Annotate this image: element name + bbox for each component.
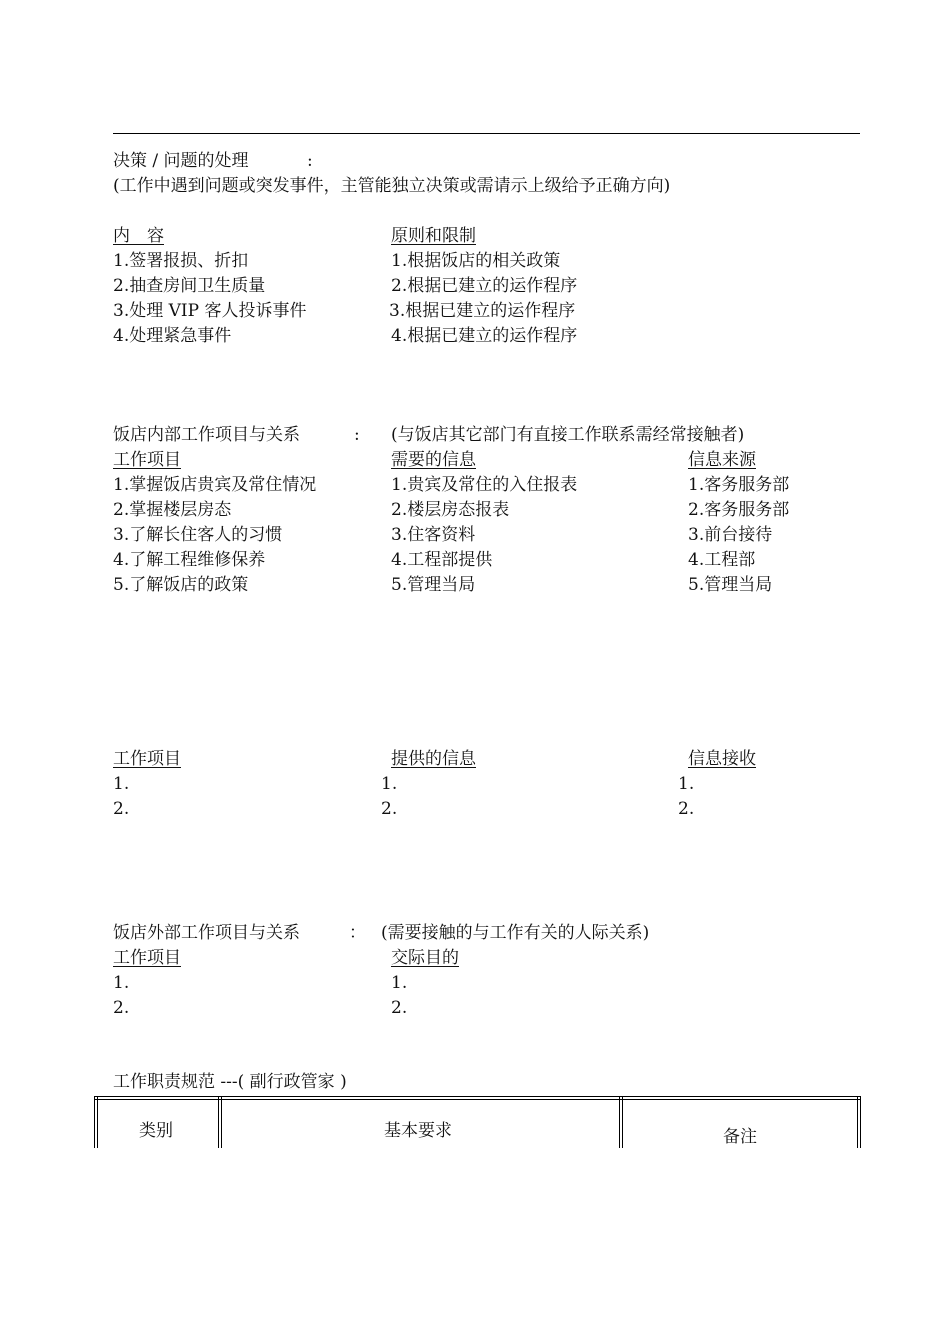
table-left-border-inner xyxy=(97,1096,98,1148)
internal-row-source: 2.客务服务部 xyxy=(688,500,790,520)
external-note: (需要接触的与工作有关的人际关系) xyxy=(381,923,650,943)
provide-row-item: 1. xyxy=(113,774,130,794)
external-row-item: 1. xyxy=(113,973,130,993)
spec-col-requirement: 基本要求 xyxy=(384,1121,452,1141)
internal-row-source: 3.前台接待 xyxy=(688,525,773,545)
provide-row-info: 2. xyxy=(381,799,398,819)
spec-col-remark: 备注 xyxy=(723,1127,757,1147)
decision-row-principle: 2.根据已建立的运作程序 xyxy=(391,276,578,296)
internal-colon: : xyxy=(354,425,360,445)
external-header-purpose: 交际目的 xyxy=(391,948,459,968)
external-colon: ： xyxy=(349,923,366,943)
provide-row-receiver: 2. xyxy=(678,799,695,819)
table-right-border-inner xyxy=(860,1096,861,1148)
table-top-border-inner xyxy=(94,1099,861,1100)
internal-row-info: 5.管理当局 xyxy=(391,575,476,595)
internal-row-item: 3.了解长住客人的习惯 xyxy=(113,525,283,545)
decision-row-content: 2.抽查房间卫生质量 xyxy=(113,276,266,296)
decision-header-content: 内 容 xyxy=(113,226,164,246)
internal-header-item: 工作项目 xyxy=(113,450,181,470)
internal-title: 饭店内部工作项目与关系 xyxy=(113,425,300,445)
decision-row-content: 3.处理 VIP 客人投诉事件 xyxy=(113,301,307,321)
table-divider-inner xyxy=(622,1096,623,1148)
internal-row-item: 1.掌握饭店贵宾及常住情况 xyxy=(113,475,317,495)
provide-row-info: 1. xyxy=(381,774,398,794)
internal-header-info: 需要的信息 xyxy=(391,450,476,470)
decision-subtitle: (工作中遇到问题或突发事件，主管能独立决策或需请示上级给予正确方向) xyxy=(113,176,671,196)
provide-header-info: 提供的信息 xyxy=(391,749,476,769)
internal-row-item: 2.掌握楼层房态 xyxy=(113,500,232,520)
provide-header-item: 工作项目 xyxy=(113,749,181,769)
external-row-purpose: 2. xyxy=(391,998,408,1018)
table-left-border xyxy=(94,1096,95,1148)
internal-row-info: 4.工程部提供 xyxy=(391,550,493,570)
internal-note: (与饭店其它部门有直接工作联系需经常接触者) xyxy=(391,425,745,445)
internal-row-source: 1.客务服务部 xyxy=(688,475,790,495)
top-divider xyxy=(113,133,860,134)
internal-row-source: 4.工程部 xyxy=(688,550,756,570)
external-header-item: 工作项目 xyxy=(113,948,181,968)
internal-row-info: 2.楼层房态报表 xyxy=(391,500,510,520)
decision-row-principle: 1.根据饭店的相关政策 xyxy=(391,251,561,271)
table-divider xyxy=(619,1096,620,1148)
table-divider-inner xyxy=(221,1096,222,1148)
decision-colon: : xyxy=(307,151,313,171)
table-top-border xyxy=(94,1096,861,1097)
provide-row-item: 2. xyxy=(113,799,130,819)
decision-row-content: 1.签署报损、折扣 xyxy=(113,251,249,271)
internal-row-item: 5.了解饭店的政策 xyxy=(113,575,249,595)
table-divider xyxy=(218,1096,219,1148)
internal-row-source: 5.管理当局 xyxy=(688,575,773,595)
internal-header-source: 信息来源 xyxy=(688,450,756,470)
decision-header-principle: 原则和限制 xyxy=(391,226,476,246)
external-row-item: 2. xyxy=(113,998,130,1018)
provide-header-receiver: 信息接收 xyxy=(688,749,756,769)
spec-title: 工作职责规范 ---( 副行政管家 ) xyxy=(113,1072,347,1092)
external-row-purpose: 1. xyxy=(391,973,408,993)
decision-row-content: 4.处理紧急事件 xyxy=(113,326,232,346)
internal-row-info: 1.贵宾及常住的入住报表 xyxy=(391,475,578,495)
table-right-border xyxy=(857,1096,858,1148)
internal-row-item: 4.了解工程维修保养 xyxy=(113,550,266,570)
provide-row-receiver: 1. xyxy=(678,774,695,794)
decision-row-principle: 3.根据已建立的运作程序 xyxy=(389,301,576,321)
decision-row-principle: 4.根据已建立的运作程序 xyxy=(391,326,578,346)
decision-title: 决策 / 问题的处理 xyxy=(113,151,249,171)
internal-row-info: 3.住客资料 xyxy=(391,525,476,545)
spec-col-category: 类别 xyxy=(139,1121,173,1141)
external-title: 饭店外部工作项目与关系 xyxy=(113,923,300,943)
